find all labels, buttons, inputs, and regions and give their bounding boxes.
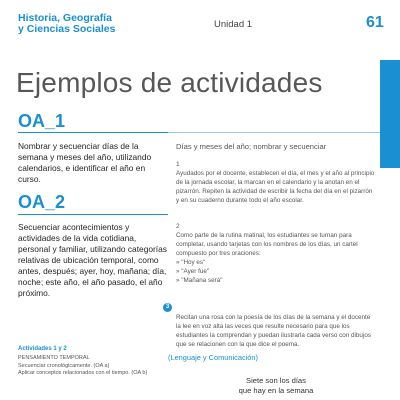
activity-1-text: Ayudados por el docente, establecen el día, el mes y el año al principio de la jornada escolar, la marcan en el calendario y la anotan en el pizarrón. Repiten la actividad de escribir la fecha del día en el pizarrón y en su cuaderno durante todo el año escolar. [176, 170, 375, 204]
subject-line-1: Historia, Geografía [18, 12, 112, 24]
bullet-manana: » "Mañana será" [176, 277, 223, 284]
oa2-divider [18, 214, 168, 215]
oa1-label: OA_1 [18, 111, 66, 131]
oa2-description: Secuenciar acontecimientos y actividades de la vida cotidiana, personal y familiar, utilizando categorías relativas de ubicación temporal, como antes, después; ayer, hoy, mañana; día, noche; este año, el año pasado, el año próximo. [18, 222, 167, 298]
right-divider [168, 132, 380, 133]
activity-2 [176, 222, 376, 285]
activities-title: Actividades 1 y 2 [18, 346, 67, 352]
activity-3 [176, 303, 376, 349]
skill-line-1: PENSAMIENTO TEMPORAL [18, 355, 90, 361]
activity-1 [176, 160, 376, 205]
activity-2-number: 2 [176, 223, 180, 230]
poem [176, 376, 376, 396]
unit-label: Unidad 1 [214, 19, 253, 30]
oa2-label: OA_2 [18, 192, 66, 212]
skill-line-2: Secuenciar cronológicamente. (OA a) [18, 362, 110, 369]
oa1-description: Nombrar y secuenciar días de la semana y meses del año, utilizando calendarios, e identificar el año en curso. [18, 141, 152, 184]
subject-title [18, 13, 115, 35]
page-title: Ejemplos de actividades [16, 67, 323, 98]
activity-3-text: Recitan una rosa con la poesía de los días de la semana y el docente la lee en voz alta las veces que resulte necesario para que los estudiantes la comprendan y puedan ilustrarla cada verso con dibujos que se relacionen con la que dice el poema. [176, 314, 371, 348]
linked-subject-icon: 3 [163, 303, 172, 312]
bullet-hoy: » "Hoy es" [176, 259, 206, 266]
activity-2-text: Como parte de la rutina matinal, los estudiantes se turnan para completar, usando tarjetas con los nombres de los días, un cartel compuesto por tres oraciones: [176, 232, 358, 257]
activity-1-number: 1 [176, 161, 180, 168]
poem-line-1: Siete son los días [246, 376, 306, 385]
side-tab [380, 60, 400, 168]
oa1-divider [18, 132, 168, 133]
activities-heading: Días y meses del año; nombrar y secuenciar [176, 142, 327, 151]
page-number: 61 [366, 14, 384, 31]
language-note: (Lenguaje y Comunicación) [168, 353, 258, 362]
activities-skills [18, 355, 163, 378]
bullet-ayer: » "Ayer fue" [176, 268, 210, 275]
poem-line-2: que hay en la semana [238, 386, 314, 395]
subject-line-2: y Ciencias Sociales [18, 23, 116, 35]
skill-line-3: Aplicar conceptos relacionados con el tiempo. (OA b) [18, 370, 148, 376]
